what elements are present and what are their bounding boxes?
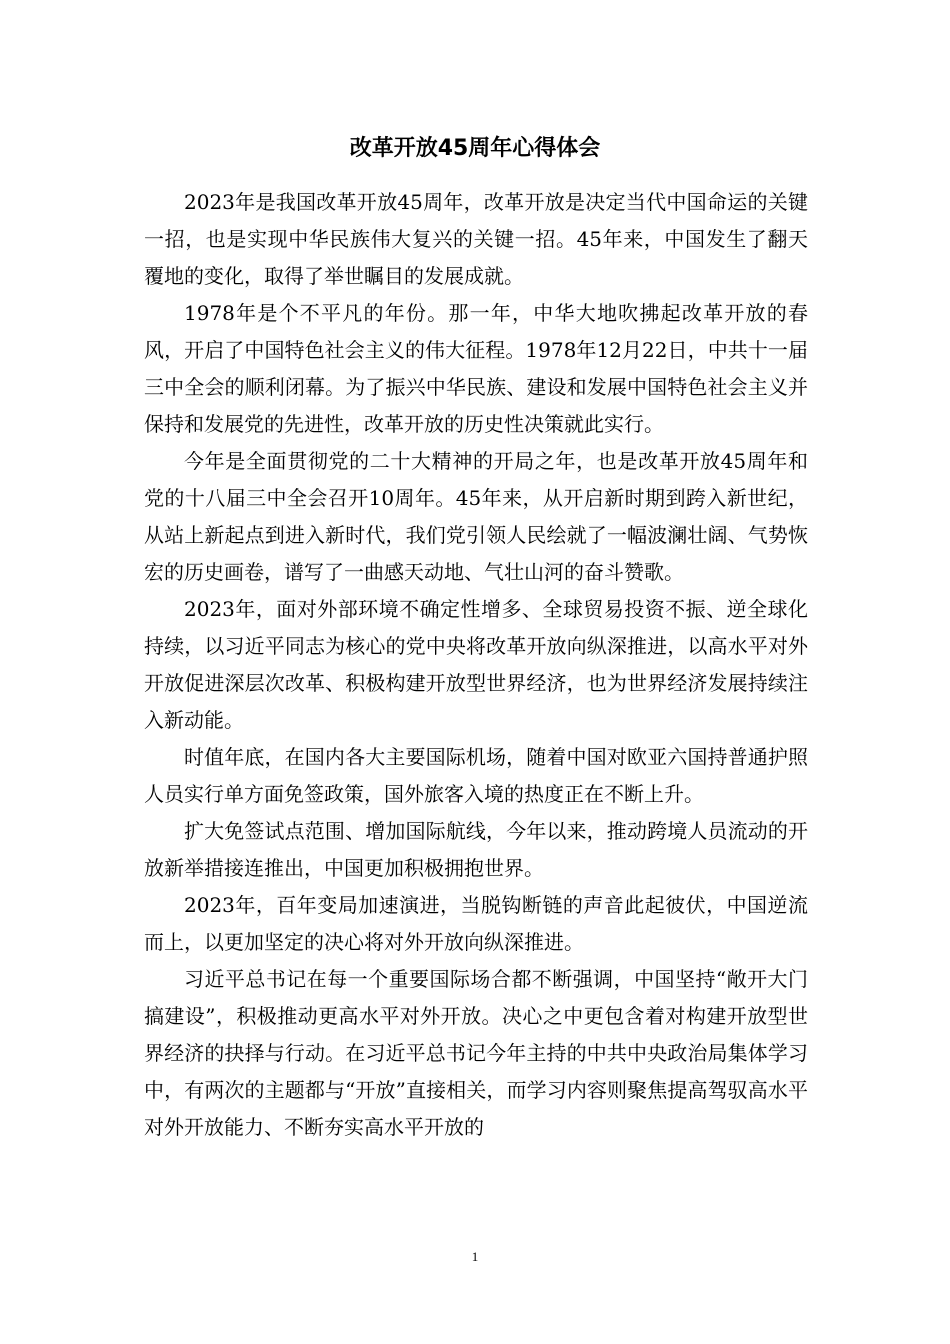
paragraph-6: 扩大免签试点范围、增加国际航线，今年以来，推动跨境人员流动的开放新举措接连推出，中国更加积极拥抱世界。 (144, 819, 808, 880)
document-body (144, 184, 808, 1146)
paragraph-8: 习近平总书记在每一个重要国际场合都不断强调，中国坚持“敞开大门搞建设”，积极推动更高水平对外开放。决心之中更包含着对构建开放型世界经济的抉择与行动。在习近平总书记今年主持的中共中央政治局集体学习中，有两次的主题都与“开放”直接相关，而学习内容则聚焦提高驾驭高水平对外开放能力、不断夯实高水平开放的 (144, 967, 808, 1139)
paragraph-1: 2023年是我国改革开放45周年，改革开放是决定当代中国命运的关键一招，也是实现中华民族伟大复兴的关键一招。45年来，中国发生了翻天覆地的变化，取得了举世瞩目的发展成就。 (144, 190, 808, 288)
paragraph-4: 2023年，面对外部环境不确定性增多、全球贸易投资不振、逆全球化持续，以习近平同志为核心的党中央将改革开放向纵深推进，以高水平对外开放促进深层次改革、积极构建开放型世界经济，也为世界经济发展持续注入新动能。 (144, 597, 808, 732)
page-number: 1 (471, 1249, 479, 1264)
paragraph-2: 1978年是个不平凡的年份。那一年，中华大地吹拂起改革开放的春风，开启了中国特色社会主义的伟大征程。1978年12月22日，中共十一届三中全会的顺利闭幕。为了振兴中华民族、建设和发展中国特色社会主义并保持和发展党的先进性，改革开放的历史性决策就此实行。 (144, 301, 808, 436)
paragraph-7: 2023年，百年变局加速演进，当脱钩断链的声音此起彼伏，中国逆流而上，以更加坚定的决心将对外开放向纵深推进。 (144, 893, 808, 954)
document-title: 改革开放45周年心得体会 (349, 136, 601, 161)
paragraph-3: 今年是全面贯彻党的二十大精神的开局之年，也是改革开放45周年和党的十八届三中全会召开10周年。45年来，从开启新时期到跨入新世纪，从站上新起点到进入新时代，我们党引领人民绘就了一幅波澜壮阔、气势恢宏的历史画卷，谱写了一曲感天动地、气壮山河的奋斗赞歌。 (144, 449, 808, 584)
paragraph-5: 时值年底，在国内各大主要国际机场，随着中国对欧亚六国持普通护照人员实行单方面免签政策，国外旅客入境的热度正在不断上升。 (144, 745, 808, 806)
